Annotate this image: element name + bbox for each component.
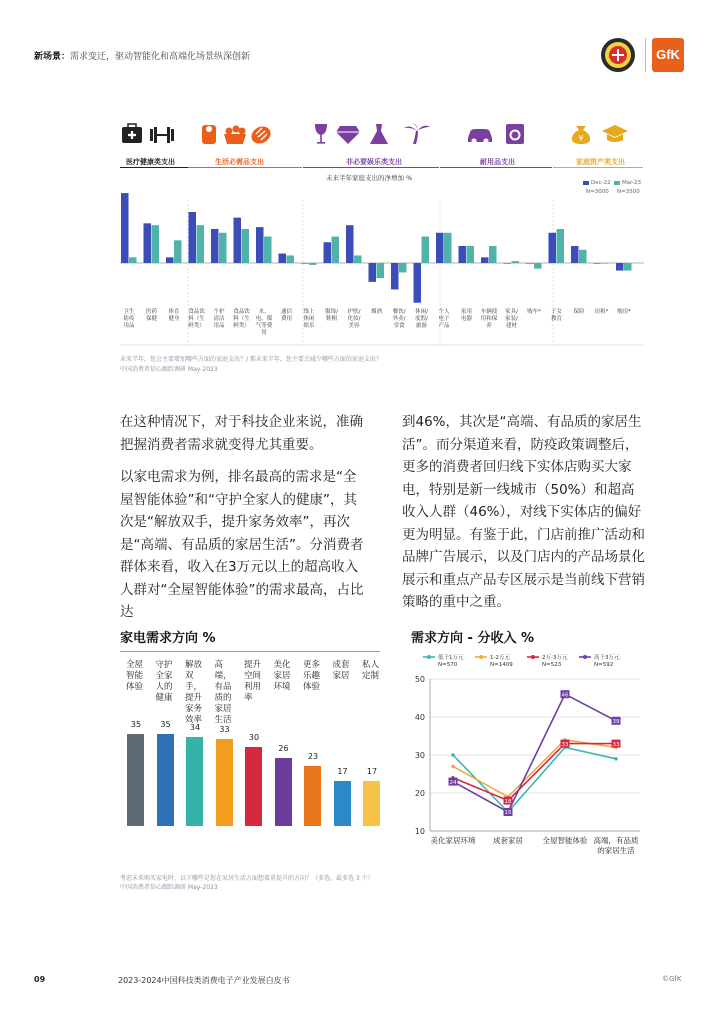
appliance-label-8: 私人 定制 [362,660,380,681]
data-label-hi-1: 15 [504,810,512,817]
appliance-value-5: 26 [278,743,289,753]
legend-name-3: 高于3万元 [594,655,620,661]
series-point-0-3 [614,757,618,761]
bar-mar-23-20 [579,250,587,263]
legend-mar23-n: N=3500 [617,189,640,195]
legend-n-1: N=1409 [490,662,513,668]
legend-mar23: Mar-23 [614,180,641,186]
bar-mar-23-18 [534,263,542,269]
legend-n-3: N=592 [594,662,614,668]
y-tick-label: 10 [414,827,425,836]
category-asset: 家庭资产类支出 [576,158,625,166]
page-number: 09 [34,975,46,984]
bar-dec-22-4 [211,229,219,263]
bar-dec-22-18 [526,263,534,264]
x-tick-label-1: 成套家居 [493,836,523,845]
svg-text:¥: ¥ [578,134,584,143]
bar-dec-22-2 [166,257,174,263]
text-left-p1: 在这种情况下，对于科技企业来说，准确把握消费者需求就变得尤其重要。 [120,414,363,453]
category-label: 体育 健身 [168,309,180,322]
gfk-logo: GfK [652,38,684,72]
footer-title: 2023-2024中国科技类消费电子产业发展白皮书 [118,976,290,985]
appliance-label-3: 高端， 有品 质的 家居 生活 [214,660,232,725]
bar-dec-22-16 [481,257,489,263]
legend-name-1: 1-2万元 [490,655,510,661]
category-label: 食品饮 料（生 鲜类） [233,309,250,329]
appliance-label-5: 美化 家居 环境 [273,660,291,692]
bar-mar-23-2 [174,240,182,263]
appliance-label-6: 更多 乐趣 体验 [303,660,321,692]
appliance-value-6: 23 [307,751,319,761]
x-tick-label-3: 的家居生活 [597,846,635,855]
bar-dec-22-12 [391,263,399,289]
bar-mar-23-5 [242,229,250,263]
appliance-value-2: 34 [189,722,201,732]
appliance-bar-4 [245,747,262,826]
bar-dec-22-21 [594,263,602,264]
appliance-label-1: 守护 全家 人的 健康 [155,660,173,703]
appliance-bar-2 [186,737,203,826]
category-leisure: 非必要娱乐类支出 [346,158,402,166]
bar-mar-23-9 [332,237,340,263]
bar-mar-23-0 [129,257,137,263]
bar-mar-23-12 [399,263,407,272]
y-tick-label: 50 [414,675,425,684]
x-tick-label-2: 全屋智能体验 [542,836,588,845]
bar-dec-22-22 [616,263,624,271]
bar-dec-22-9 [324,242,332,263]
appliance-bar-5 [275,758,292,826]
category-label: 家具/ 家装/ 建材 [505,309,518,329]
legend-marker-1 [479,655,483,659]
bar-dec-22-8 [301,263,309,264]
appliance-label-2: 解放 双手， 提升 家务 效率 [185,660,203,725]
appliance-bar-0 [127,734,144,826]
data-label-mid-3: 33 [612,741,620,748]
bar-mar-23-22 [624,263,632,271]
appliance-bar-7 [334,781,351,826]
bar-dec-22-13 [414,263,422,303]
bar-mar-23-6 [264,237,272,263]
income-demand-title: 需求方向 - 分收入 % [411,631,534,646]
legend-marker-2 [531,655,535,659]
bottom-source-survey: 中国消费者信心跟踪调研 May-2023 [120,884,218,891]
legend-marker-3 [583,655,587,659]
category-label: 烟酒 [370,309,382,315]
x-tick-label-3: 高端，有品质 [593,836,639,845]
category-label: 食品饮 料（生 鲜类） [188,309,205,329]
bar-mar-23-16 [489,246,497,263]
bar-mar-23-13 [422,237,430,263]
income-demand-chart [405,648,650,863]
bar-dec-22-17 [504,263,512,264]
bottom-source-question: 考虑未来购买家电时，以下哪些是您在家居生活方面想着重提升的方向？（多选，最多选 3 个） [120,875,374,882]
legend-marker-0 [427,655,431,659]
header-title: 新场景：需求变迁，驱动智能化和高端化场景纵深创新 [34,52,251,62]
bar-mar-23-3 [197,225,205,263]
category-label: 购房* [617,309,631,315]
bar-dec-22-5 [234,218,242,263]
category-label: 通信 费用 [280,309,292,322]
bar-dec-22-20 [571,246,579,263]
data-label-mid-1: 18 [504,798,512,805]
bar-mar-23-14 [444,233,452,263]
footer-copyright: ©GfK [662,975,682,983]
y-tick-label: 20 [414,789,425,798]
text-left-column [120,411,364,634]
bar-dec-22-19 [549,233,557,263]
category-necessity: 生活必需品支出 [215,158,264,166]
bar-dec-22-14 [436,233,444,263]
category-label: 服饰/ 鞋帽 [325,309,338,322]
category-label: 水、 电、煤 气等费 用 [255,309,273,336]
appliance-value-8: 17 [366,767,378,777]
category-label: 线上 休闲 娱乐 [303,309,315,329]
appliance-bar-8 [363,781,380,826]
appliance-value-4: 30 [248,733,260,743]
bar-mar-23-11 [377,263,385,278]
bar-dec-22-10 [346,225,354,263]
bar-dec-22-3 [189,212,197,263]
appliance-value-7: 17 [337,767,348,777]
appliance-value-1: 35 [160,719,171,729]
category-label: 个人 电子 产品 [438,309,450,329]
bar-mar-23-15 [467,246,475,263]
appliance-bar-6 [304,766,321,826]
data-label-mid-2: 33 [561,741,569,748]
main-source-survey: 中国消费者信心跟踪调研 May-2023 [120,366,218,373]
category-label: 医药 保健 [145,309,157,322]
bar-mar-23-17 [512,261,520,263]
category-label: 家用 电器 [460,309,472,322]
bar-mar-23-1 [152,225,160,263]
legend-n-2: N=523 [542,662,562,668]
category-medical: 医疗健康类支出 [126,158,175,166]
main-source-question: 未来半年，您会主要增加哪些方面的家庭支出？/ 那未来半年，您主要会减少哪些方面的家庭支出？ [120,356,382,363]
bar-mar-23-19 [557,229,565,263]
appliance-label-0: 全屋 智能 体验 [126,660,144,692]
bar-dec-22-7 [279,254,287,263]
legend-n-0: N=570 [438,662,458,668]
appliance-demand-title: 家电需求方向 % [120,631,216,646]
category-label: 餐饮/ 外卖/ 堂食 [392,309,406,329]
legend-name-0: 低于1万元 [438,655,464,661]
text-left-p2: 以家电需求为例，排名最高的需求是“全屋智能体验”和“守护全家人的健康”，其次是“解放双手，提升家务效率”，再次是“高端、有品质的家居生活”。分消费者群体来看，收入在3万元以上的超高收入人群对“全屋智能体验”的需求最高，占比达 [120,469,364,620]
appliance-bar-1 [157,734,174,826]
x-tick-label-0: 美化家居环境 [430,836,476,845]
household-spending-chart [0,0,724,360]
y-tick-label: 30 [414,751,425,760]
bar-mar-23-10 [354,255,362,263]
appliance-label-7: 成套 家居 [332,660,350,681]
category-label: 卫生 防疫 用品 [123,309,135,329]
category-label: 房租* [594,309,609,315]
data-label-hi-3: 39 [612,719,620,725]
bar-dec-22-1 [144,223,152,263]
data-label-hi-0: 24 [449,779,457,786]
category-label: 个护 清洁 用品 [213,309,225,329]
data-label-hi-2: 46 [561,692,569,699]
category-label: 休闲/ 度假/ 旅游 [415,309,428,329]
legend-name-2: 2万-3万元 [542,655,568,661]
bar-dec-22-15 [459,246,467,263]
series-point-0-0 [451,753,455,757]
appliance-bar-3 [216,739,233,826]
category-label: 护肤/ 化妆/ 美容 [347,309,361,329]
bar-dec-22-0 [121,193,129,263]
legend-dec22: Dec-22 [583,180,611,186]
bar-mar-23-8 [309,263,317,265]
y-tick-label: 40 [414,713,425,722]
text-right-p1: 到46%，其次是“高端、有品质的家居生活”。而分渠道来看，防疫政策调整后，更多的消费者回归线下实体店购买大家电，特别是新一线城市（50%）和超高收入人群（46%），对线下实体店的偏好更为明显。有鉴于此，门店前推广活动和品牌广告展示，以及门店内的产品场景化展示和重点产品专区展示是当前线下营销策略的重中之重。 [402,414,645,610]
appliance-value-3: 33 [219,725,230,735]
category-label: 子女 教育 [550,309,562,322]
series-point-1-0 [451,765,455,769]
bar-mar-23-21 [602,263,610,264]
appliance-title-rule [120,651,380,652]
legend-dec22-n: N=3000 [586,189,609,195]
category-label: 购车* [527,309,541,315]
appliance-value-0: 35 [130,719,142,729]
category-label: 车辆使 用和保 养 [480,309,498,329]
category-durable: 耐用品支出 [480,158,515,166]
bar-dec-22-11 [369,263,377,282]
category-label: 保险 [573,309,585,315]
bar-dec-22-6 [256,227,264,263]
bar-mar-23-4 [219,233,227,263]
bar-mar-23-7 [287,255,295,263]
main-chart-subtitle: 未来半年家庭支出的净增加 % [326,174,413,182]
text-right-column [402,411,646,624]
appliance-label-4: 提升 空间 利用 率 [244,660,262,703]
